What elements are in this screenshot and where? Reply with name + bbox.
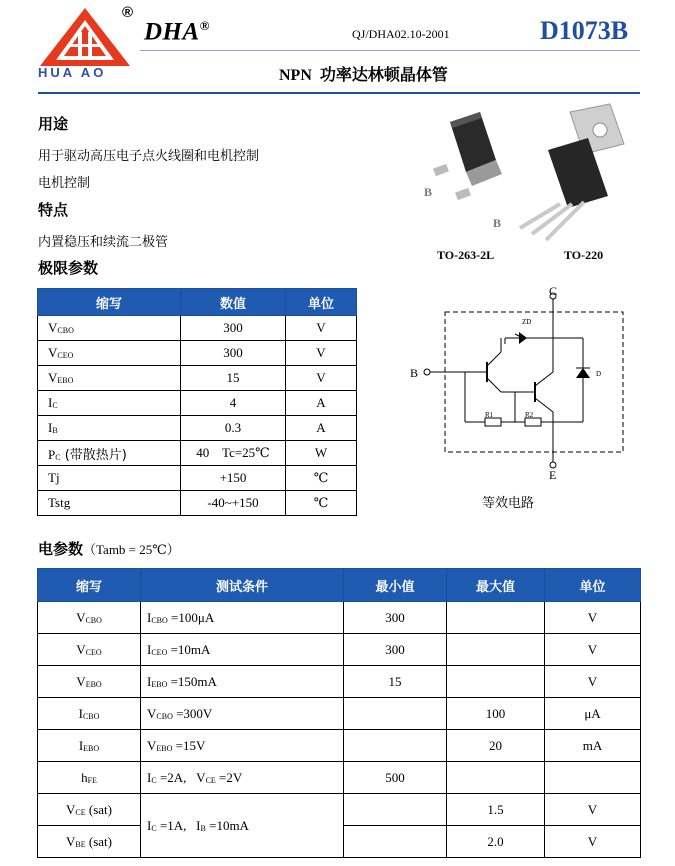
- table-row: [38, 602, 641, 634]
- limits-value: 300: [181, 341, 286, 366]
- limits-symbol: Tstg: [38, 491, 181, 516]
- table-row: [38, 634, 641, 666]
- elec-min: 500: [344, 762, 447, 794]
- elec-max: [447, 634, 545, 666]
- elec-unit: V: [545, 826, 641, 858]
- package-label-to263: TO-263-2L: [437, 248, 495, 262]
- table-row: [38, 366, 357, 391]
- elec-condition: $I_C =2A$, $V_{CE} =2V$: [141, 762, 344, 794]
- elec-symbol: $V_{CE}$ (sat): [38, 794, 141, 826]
- limits-header-symbol: 缩写: [38, 289, 181, 316]
- circuit-d-label: D: [596, 370, 602, 378]
- elec-max: 20: [447, 730, 545, 762]
- elec-unit: [545, 762, 641, 794]
- table-row: [38, 666, 641, 698]
- elec-unit: V: [545, 666, 641, 698]
- limits-heading: 极限参数: [38, 259, 99, 277]
- circuit-pin-b: B: [410, 366, 419, 380]
- elec-min: [344, 698, 447, 730]
- hua-ao-logo: [38, 6, 132, 68]
- elec-header-condition: 测试条件: [141, 569, 344, 602]
- elec-heading-block: [38, 538, 180, 559]
- elec-symbol: $V_{BE}$ (sat): [38, 826, 141, 858]
- elec-min: 300: [344, 634, 447, 666]
- limits-value: -40~+150: [181, 491, 286, 516]
- table-row: [38, 316, 357, 341]
- limits-unit: ℃: [286, 491, 357, 516]
- equivalent-circuit: [415, 282, 645, 482]
- elec-unit: mA: [545, 730, 641, 762]
- table-row: [38, 730, 641, 762]
- usage-line-2: 电机控制: [38, 176, 91, 191]
- limits-value: 15: [181, 366, 286, 391]
- table-row: [38, 416, 357, 441]
- limits-header-unit: 单位: [286, 289, 357, 316]
- limits-symbol: $V_{CBO}$: [38, 316, 181, 341]
- table-row: [38, 491, 357, 516]
- elec-symbol: $h_{FE}$: [38, 762, 141, 794]
- limits-symbol: $V_{CEO}$: [38, 341, 181, 366]
- elec-symbol: $V_{CBO}$: [38, 602, 141, 634]
- elec-symbol: $V_{CEO}$: [38, 634, 141, 666]
- table-row: [38, 341, 357, 366]
- table-row: [38, 441, 357, 466]
- circuit-r1-label: R1: [485, 411, 494, 419]
- limits-unit: ℃: [286, 466, 357, 491]
- elec-condition: $I_{EBO} =150mA$: [141, 666, 344, 698]
- brand-name: DHA®: [144, 18, 210, 46]
- features-line-1: 内置稳压和续流二极管: [38, 235, 169, 250]
- limits-unit: V: [286, 366, 357, 391]
- package-label-to220: TO-220: [564, 248, 604, 262]
- part-number: D1073B: [540, 16, 629, 45]
- elec-condition: $I_{CBO} =100\mu A$: [141, 602, 344, 634]
- usage-line-1: 用于驱动高压电子点火线圈和电机控制: [38, 149, 260, 164]
- circuit-pin-e: E: [549, 468, 557, 482]
- elec-header-min: 最小值: [344, 569, 447, 602]
- elec-max: 2.0: [447, 826, 545, 858]
- elec-symbol: $I_{EBO}$: [38, 730, 141, 762]
- elec-condition: $V_{EBO} =15V$: [141, 730, 344, 762]
- elec-max: 100: [447, 698, 545, 730]
- page-title: NPN 功率达林顿晶体管: [279, 65, 448, 84]
- limits-symbol: $I_B$: [38, 416, 181, 441]
- limits-value: +150: [181, 466, 286, 491]
- elec-min: 15: [344, 666, 447, 698]
- table-row: [38, 762, 641, 794]
- elec-max: 1.5: [447, 794, 545, 826]
- to263-pin-b-label: B: [424, 185, 433, 199]
- logo-registered-mark: ®: [122, 4, 134, 21]
- header-divider: [38, 92, 640, 94]
- circuit-pin-c: C: [549, 284, 558, 298]
- elec-min: 300: [344, 602, 447, 634]
- table-row: [38, 698, 641, 730]
- elec-min: [344, 794, 447, 826]
- elec-unit: μA: [545, 698, 641, 730]
- header-divider-thin: [140, 50, 640, 51]
- circuit-r2-label: R2: [525, 411, 534, 419]
- table-row: [38, 794, 641, 826]
- electrical-table: [37, 568, 641, 858]
- elec-table-header: [38, 569, 641, 602]
- elec-condition: $I_{CEO} =10mA$: [141, 634, 344, 666]
- features-heading: 特点: [38, 201, 69, 219]
- elec-header-symbol: 缩写: [38, 569, 141, 602]
- elec-min: [344, 730, 447, 762]
- limits-value: 40 Tc=25℃: [181, 441, 286, 466]
- limits-unit: A: [286, 416, 357, 441]
- limits-symbol: Tj: [38, 466, 181, 491]
- elec-condition: $V_{CBO} =300V$: [141, 698, 344, 730]
- limits-unit: V: [286, 316, 357, 341]
- limits-unit: W: [286, 441, 357, 466]
- elec-header-max: 最大值: [447, 569, 545, 602]
- elec-header-unit: 单位: [545, 569, 641, 602]
- usage-heading: 用途: [38, 115, 69, 133]
- limits-symbol: $V_{EBO}$: [38, 366, 181, 391]
- elec-symbol: $I_{CBO}$: [38, 698, 141, 730]
- elec-condition: $I_C =1A$, $I_B =10mA$: [141, 794, 344, 858]
- elec-unit: V: [545, 634, 641, 666]
- to263-package-icon: [433, 112, 502, 200]
- to220-package-icon: [520, 104, 624, 240]
- limits-symbol: $I_C$: [38, 391, 181, 416]
- standard-number: QJ/DHA02.10-2001: [352, 27, 450, 41]
- circuit-zd-label: ZD: [522, 318, 532, 326]
- elec-max: [447, 666, 545, 698]
- elec-max: [447, 602, 545, 634]
- limits-unit: V: [286, 341, 357, 366]
- company-name: HUA AO: [38, 65, 107, 80]
- elec-min: [344, 826, 447, 858]
- elec-unit: V: [545, 602, 641, 634]
- to220-pin-b-label: B: [493, 216, 502, 230]
- limits-symbol: $P_C$ (带散热片): [38, 441, 181, 466]
- limits-header-value: 数值: [181, 289, 286, 316]
- elec-symbol: $V_{EBO}$: [38, 666, 141, 698]
- table-row: [38, 466, 357, 491]
- limits-table: [37, 288, 357, 516]
- limits-value: 4: [181, 391, 286, 416]
- limits-value: 300: [181, 316, 286, 341]
- limits-value: 0.3: [181, 416, 286, 441]
- limits-table-header: [38, 289, 357, 316]
- limits-unit: A: [286, 391, 357, 416]
- circuit-caption: 等效电路: [482, 496, 535, 511]
- package-images: [410, 100, 650, 250]
- elec-unit: V: [545, 794, 641, 826]
- brand-registered-mark: ®: [199, 18, 210, 33]
- elec-note: （Tamb = 25℃）: [83, 542, 180, 557]
- elec-max: [447, 762, 545, 794]
- table-row: [38, 391, 357, 416]
- elec-heading: 电参数: [38, 540, 84, 558]
